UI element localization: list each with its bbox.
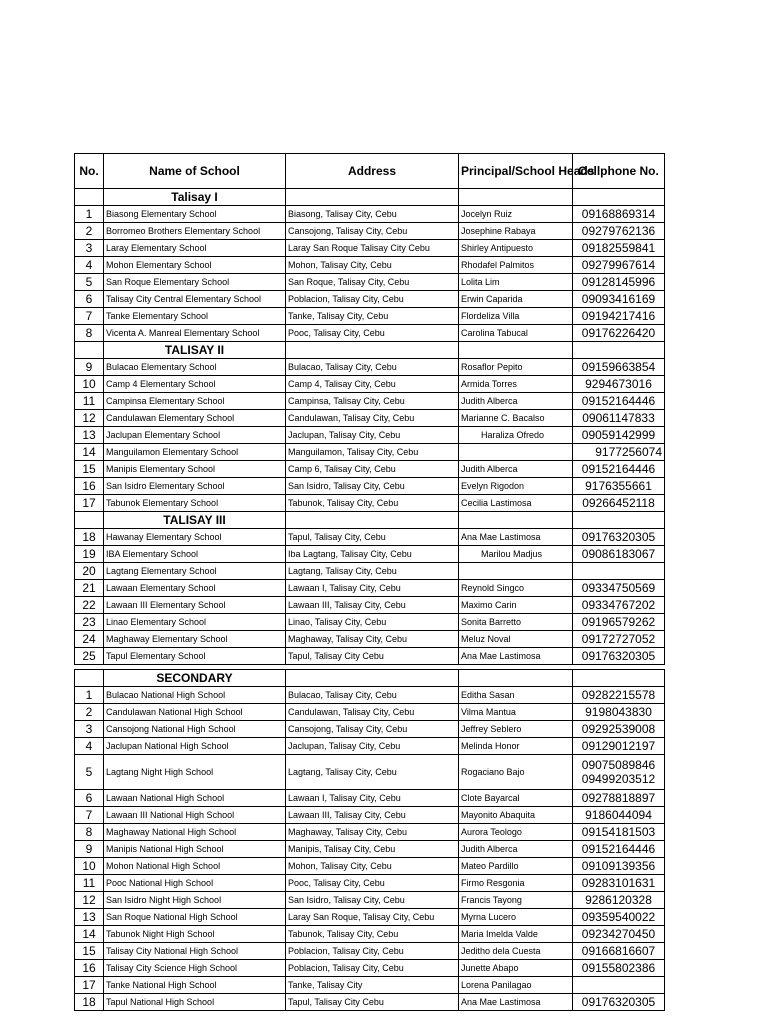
- row-principal: Jeditho dela Cuesta: [459, 943, 573, 960]
- row-address: Cansojong, Talisay City, Cebu: [286, 223, 459, 240]
- row-school-name: Laray Elementary School: [104, 240, 286, 257]
- section-blank: [75, 670, 104, 687]
- table-row: [75, 546, 665, 563]
- row-cellphone: 09283101631: [573, 875, 665, 892]
- row-cellphone: 9198043830: [573, 704, 665, 721]
- header-name: Name of School: [104, 154, 286, 189]
- table-row: [75, 687, 665, 704]
- row-principal: [459, 563, 573, 580]
- row-principal: Shirley Antipuesto: [459, 240, 573, 257]
- row-school-name: Lagtang Elementary School: [104, 563, 286, 580]
- row-principal: Clote Bayarcal: [459, 790, 573, 807]
- section-blank: [573, 342, 665, 359]
- row-principal: Maximo Carin: [459, 597, 573, 614]
- row-school-name: Campinsa Elementary School: [104, 393, 286, 410]
- row-address: San Isidro, Talisay City, Cebu: [286, 478, 459, 495]
- table-row: [75, 461, 665, 478]
- row-principal: Haraliza Ofredo: [459, 427, 573, 444]
- row-school-name: Tapul National High School: [104, 994, 286, 1011]
- section-blank: [459, 512, 573, 529]
- row-cellphone: 09129012197: [573, 738, 665, 755]
- section-title: Talisay I: [104, 189, 286, 206]
- row-cellphone-2: 09499203512: [581, 772, 656, 786]
- row-address: Mohon, Talisay City, Cebu: [286, 858, 459, 875]
- row-school-name: Biasong Elementary School: [104, 206, 286, 223]
- row-school-name: Jaclupan Elementary School: [104, 427, 286, 444]
- row-cellphone: 09176320305: [573, 994, 665, 1011]
- row-school-name: Manipis National High School: [104, 841, 286, 858]
- row-school-name: Tabunok Night High School: [104, 926, 286, 943]
- table-row: [75, 648, 665, 665]
- row-school-name: Cansojong National High School: [104, 721, 286, 738]
- table-row: [75, 943, 665, 960]
- row-school-name: San Isidro Elementary School: [104, 478, 286, 495]
- table-row: [75, 892, 665, 909]
- row-address: Lagtang, Talisay City, Cebu: [286, 755, 459, 790]
- row-school-name: Vicenta A. Manreal Elementary School: [104, 325, 286, 342]
- table-row: [75, 325, 665, 342]
- row-no: 12: [75, 410, 104, 427]
- row-address: Linao, Talisay City, Cebu: [286, 614, 459, 631]
- row-cellphone: 09152164446: [573, 461, 665, 478]
- row-address: Bulacao, Talisay City, Cebu: [286, 687, 459, 704]
- row-principal: Firmo Resgonia: [459, 875, 573, 892]
- row-address: Lawaan III, Talisay City, Cebu: [286, 597, 459, 614]
- row-school-name: Lawaan National High School: [104, 790, 286, 807]
- row-no: 25: [75, 648, 104, 665]
- section-row: [75, 670, 665, 687]
- row-address: Maghaway, Talisay City, Cebu: [286, 824, 459, 841]
- row-address: Camp 4, Talisay City, Cebu: [286, 376, 459, 393]
- row-school-name: Pooc National High School: [104, 875, 286, 892]
- row-no: 4: [75, 738, 104, 755]
- table-row: [75, 807, 665, 824]
- row-address: Tapul, Talisay City, Cebu: [286, 529, 459, 546]
- row-school-name: Tanke Elementary School: [104, 308, 286, 325]
- row-no: 15: [75, 461, 104, 478]
- row-principal: Maria Imelda Valde: [459, 926, 573, 943]
- row-address: Lawaan III, Talisay City, Cebu: [286, 807, 459, 824]
- row-principal: Ana Mae Lastimosa: [459, 994, 573, 1011]
- row-cellphone: 09194217416: [573, 308, 665, 325]
- row-school-name: Lagtang Night High School: [104, 755, 286, 790]
- section-blank: [286, 342, 459, 359]
- row-school-name: Lawaan Elementary School: [104, 580, 286, 597]
- row-cellphone: 09128145996: [573, 274, 665, 291]
- row-no: 7: [75, 308, 104, 325]
- row-no: 14: [75, 444, 104, 461]
- row-cellphone: [573, 563, 665, 580]
- table-row: [75, 721, 665, 738]
- table-row: [75, 223, 665, 240]
- row-address: Iba Lagtang, Talisay City, Cebu: [286, 546, 459, 563]
- row-principal: [459, 444, 573, 461]
- row-school-name: Borromeo Brothers Elementary School: [104, 223, 286, 240]
- row-principal: Judith Alberca: [459, 841, 573, 858]
- row-school-name: Lawaan III Elementary School: [104, 597, 286, 614]
- row-principal: Judith Alberca: [459, 393, 573, 410]
- row-cellphone: 09172727052: [573, 631, 665, 648]
- section-title: TALISAY II: [104, 342, 286, 359]
- row-address: Jaclupan, Talisay City, Cebu: [286, 738, 459, 755]
- row-no: 5: [75, 274, 104, 291]
- table-row: [75, 393, 665, 410]
- section-blank: [75, 342, 104, 359]
- table-row: [75, 841, 665, 858]
- row-principal: Marianne C. Bacalso: [459, 410, 573, 427]
- table-row: [75, 274, 665, 291]
- header-row: [75, 154, 665, 189]
- row-school-name: IBA Elementary School: [104, 546, 286, 563]
- row-address: Candulawan, Talisay City, Cebu: [286, 704, 459, 721]
- row-no: 8: [75, 824, 104, 841]
- table-row: [75, 824, 665, 841]
- table-row: [75, 580, 665, 597]
- row-cellphone: 09292539008: [573, 721, 665, 738]
- table-row: [75, 291, 665, 308]
- row-no: 11: [75, 393, 104, 410]
- table-row: [75, 926, 665, 943]
- row-address: Cansojong, Talisay City, Cebu: [286, 721, 459, 738]
- row-cellphone: 09159663854: [573, 359, 665, 376]
- row-address: Laray San Roque Talisay City Cebu: [286, 240, 459, 257]
- row-address: Laray San Roque, Talisay City, Cebu: [286, 909, 459, 926]
- row-cellphone: 09279762136: [573, 223, 665, 240]
- row-school-name: Manguilamon Elementary School: [104, 444, 286, 461]
- row-cellphone: 09279967614: [573, 257, 665, 274]
- row-school-name: Hawanay Elementary School: [104, 529, 286, 546]
- row-address: Bulacao, Talisay City, Cebu: [286, 359, 459, 376]
- row-address: Lawaan I, Talisay City, Cebu: [286, 790, 459, 807]
- row-principal: Vilma Mantua: [459, 704, 573, 721]
- row-principal: Reynold Singco: [459, 580, 573, 597]
- table-row: [75, 790, 665, 807]
- section-blank: [75, 189, 104, 206]
- row-no: 6: [75, 790, 104, 807]
- section-blank: [286, 670, 459, 687]
- section-row: [75, 512, 665, 529]
- row-no: 6: [75, 291, 104, 308]
- row-principal: Flordeliza Villa: [459, 308, 573, 325]
- table-row: [75, 614, 665, 631]
- row-cellphone: [573, 755, 665, 790]
- header-address: Address: [286, 154, 459, 189]
- row-principal: Jocelyn Ruiz: [459, 206, 573, 223]
- row-school-name: Camp 4 Elementary School: [104, 376, 286, 393]
- row-school-name: Bulacao Elementary School: [104, 359, 286, 376]
- row-school-name: Tanke National High School: [104, 977, 286, 994]
- row-no: 23: [75, 614, 104, 631]
- row-no: 9: [75, 841, 104, 858]
- row-cellphone: 09176320305: [573, 529, 665, 546]
- row-no: 18: [75, 994, 104, 1011]
- row-principal: Melinda Honor: [459, 738, 573, 755]
- table-row: [75, 704, 665, 721]
- row-address: Mohon, Talisay City, Cebu: [286, 257, 459, 274]
- row-no: 17: [75, 495, 104, 512]
- row-no: 10: [75, 376, 104, 393]
- row-school-name: Tabunok Elementary School: [104, 495, 286, 512]
- row-cellphone: 09176320305: [573, 648, 665, 665]
- row-no: 19: [75, 546, 104, 563]
- section-title: TALISAY III: [104, 512, 286, 529]
- row-school-name: Candulawan National High School: [104, 704, 286, 721]
- row-no: 16: [75, 478, 104, 495]
- row-address: Tabunok, Talisay City, Cebu: [286, 495, 459, 512]
- row-principal: Lorena Panilagao: [459, 977, 573, 994]
- row-no: 4: [75, 257, 104, 274]
- row-address: Biasong, Talisay City, Cebu: [286, 206, 459, 223]
- row-cellphone-1: 09075089846: [581, 758, 656, 772]
- row-principal: Rosaflor Pepito: [459, 359, 573, 376]
- row-no: 16: [75, 960, 104, 977]
- row-principal: Myrna Lucero: [459, 909, 573, 926]
- row-address: Poblacion, Talisay City, Cebu: [286, 943, 459, 960]
- row-school-name: Maghaway National High School: [104, 824, 286, 841]
- row-principal: Rogaciano Bajo: [459, 755, 573, 790]
- row-principal: Judith Alberca: [459, 461, 573, 478]
- row-school-name: Maghaway Elementary School: [104, 631, 286, 648]
- row-cellphone: 09109139356: [573, 858, 665, 875]
- row-no: 24: [75, 631, 104, 648]
- row-no: 9: [75, 359, 104, 376]
- table-row: [75, 257, 665, 274]
- school-directory-table: [74, 153, 665, 1011]
- row-address: San Isidro, Talisay City, Cebu: [286, 892, 459, 909]
- section-row: [75, 189, 665, 206]
- table-row: [75, 875, 665, 892]
- row-no: 13: [75, 427, 104, 444]
- row-no: 18: [75, 529, 104, 546]
- row-no: 14: [75, 926, 104, 943]
- row-school-name: Lawaan III National High School: [104, 807, 286, 824]
- row-no: 10: [75, 858, 104, 875]
- row-address: Tanke, Talisay City, Cebu: [286, 308, 459, 325]
- table-row: [75, 495, 665, 512]
- row-school-name: Talisay City National High School: [104, 943, 286, 960]
- row-no: 15: [75, 943, 104, 960]
- table-row: [75, 977, 665, 994]
- row-no: 7: [75, 807, 104, 824]
- table-row: [75, 755, 665, 790]
- row-cellphone: 09061147833: [573, 410, 665, 427]
- row-cellphone: 09086183067: [573, 546, 665, 563]
- row-school-name: Candulawan Elementary School: [104, 410, 286, 427]
- row-principal: Lolita Lim: [459, 274, 573, 291]
- table-row: [75, 359, 665, 376]
- row-cellphone: 09168869314: [573, 206, 665, 223]
- table-row: [75, 478, 665, 495]
- section-blank: [573, 189, 665, 206]
- row-cellphone: 9286120328: [573, 892, 665, 909]
- row-address: Tapul, Talisay City Cebu: [286, 994, 459, 1011]
- row-school-name: Mohon National High School: [104, 858, 286, 875]
- row-school-name: San Isidro Night High School: [104, 892, 286, 909]
- table-row: [75, 427, 665, 444]
- row-school-name: Talisay City Central Elementary School: [104, 291, 286, 308]
- section-title: SECONDARY: [104, 670, 286, 687]
- row-cellphone: 09282215578: [573, 687, 665, 704]
- row-no: 11: [75, 875, 104, 892]
- table-row: [75, 631, 665, 648]
- row-principal: Cecilia Lastimosa: [459, 495, 573, 512]
- row-school-name: Tapul Elementary School: [104, 648, 286, 665]
- row-no: 1: [75, 687, 104, 704]
- table-body: [75, 189, 665, 1011]
- row-cellphone: 09154181503: [573, 824, 665, 841]
- row-school-name: Jaclupan National High School: [104, 738, 286, 755]
- row-cellphone: 09334750569: [573, 580, 665, 597]
- section-blank: [286, 189, 459, 206]
- row-no: 5: [75, 755, 104, 790]
- section-blank: [573, 670, 665, 687]
- table-row: [75, 994, 665, 1011]
- section-blank: [459, 189, 573, 206]
- row-address: Manipis, Talisay City, Cebu: [286, 841, 459, 858]
- row-cellphone: 09093416169: [573, 291, 665, 308]
- table-row: [75, 960, 665, 977]
- header-cellphone: Cellphone No.: [573, 154, 665, 189]
- row-cellphone: 9294673016: [573, 376, 665, 393]
- row-cellphone: 09176226420: [573, 325, 665, 342]
- table-row: [75, 858, 665, 875]
- row-address: Lagtang, Talisay City, Cebu: [286, 563, 459, 580]
- table-row: [75, 206, 665, 223]
- row-cellphone: 09182559841: [573, 240, 665, 257]
- row-cellphone: [573, 977, 665, 994]
- row-cellphone: 09152164446: [573, 841, 665, 858]
- row-cellphone: 09059142999: [573, 427, 665, 444]
- row-no: 20: [75, 563, 104, 580]
- row-address: Lawaan I, Talisay City, Cebu: [286, 580, 459, 597]
- row-address: Manguilamon, Talisay City, Cebu: [286, 444, 459, 461]
- row-principal: Sonita Barretto: [459, 614, 573, 631]
- row-address: Pooc, Talisay City, Cebu: [286, 875, 459, 892]
- section-row: [75, 342, 665, 359]
- row-address: Jaclupan, Talisay City, Cebu: [286, 427, 459, 444]
- row-principal: Aurora Teologo: [459, 824, 573, 841]
- row-school-name: Mohon Elementary School: [104, 257, 286, 274]
- table-row: [75, 308, 665, 325]
- section-blank: [459, 670, 573, 687]
- table-row: [75, 563, 665, 580]
- row-cellphone: 09152164446: [573, 393, 665, 410]
- row-principal: Editha Sasan: [459, 687, 573, 704]
- row-school-name: Manipis Elementary School: [104, 461, 286, 478]
- row-school-name: Linao Elementary School: [104, 614, 286, 631]
- row-no: 12: [75, 892, 104, 909]
- row-principal: Jeffrey Seblero: [459, 721, 573, 738]
- row-school-name: San Roque Elementary School: [104, 274, 286, 291]
- row-cellphone: 9176355661: [573, 478, 665, 495]
- row-school-name: Talisay City Science High School: [104, 960, 286, 977]
- row-no: 21: [75, 580, 104, 597]
- row-address: Maghaway, Talisay City, Cebu: [286, 631, 459, 648]
- section-blank: [459, 342, 573, 359]
- table-row: [75, 240, 665, 257]
- row-address: Tabunok, Talisay City, Cebu: [286, 926, 459, 943]
- header-no: No.: [75, 154, 104, 189]
- row-no: 13: [75, 909, 104, 926]
- table-row: [75, 597, 665, 614]
- row-no: 22: [75, 597, 104, 614]
- section-blank: [75, 512, 104, 529]
- row-cellphone: 09359540022: [573, 909, 665, 926]
- row-principal: Ana Mae Lastimosa: [459, 529, 573, 546]
- row-address: San Roque, Talisay City, Cebu: [286, 274, 459, 291]
- row-address: Camp 6, Talisay City, Cebu: [286, 461, 459, 478]
- table-row: [75, 738, 665, 755]
- row-no: 3: [75, 240, 104, 257]
- row-principal: Francis Tayong: [459, 892, 573, 909]
- row-cellphone: 09266452118: [573, 495, 665, 512]
- row-cellphone: 09155802386: [573, 960, 665, 977]
- row-principal: Armida Torres: [459, 376, 573, 393]
- row-cellphone: 09196579262: [573, 614, 665, 631]
- row-address: Candulawan, Talisay City, Cebu: [286, 410, 459, 427]
- row-principal: Junette Abapo: [459, 960, 573, 977]
- section-blank: [573, 512, 665, 529]
- row-principal: Meluz Noval: [459, 631, 573, 648]
- row-cellphone: 09234270450: [573, 926, 665, 943]
- table-row: [75, 376, 665, 393]
- section-blank: [286, 512, 459, 529]
- row-cellphone: 09278818897: [573, 790, 665, 807]
- row-no: 17: [75, 977, 104, 994]
- row-principal: Evelyn Rigodon: [459, 478, 573, 495]
- table-row: [75, 909, 665, 926]
- row-school-name: Bulacao National High School: [104, 687, 286, 704]
- row-principal: Josephine Rabaya: [459, 223, 573, 240]
- row-principal: Marilou Madjus: [459, 546, 573, 563]
- row-cellphone: 09166816607: [573, 943, 665, 960]
- table-row: [75, 444, 665, 461]
- row-cellphone: 09334767202: [573, 597, 665, 614]
- row-school-name: San Roque National High School: [104, 909, 286, 926]
- row-no: 1: [75, 206, 104, 223]
- row-cellphone: 9177256074: [573, 444, 665, 461]
- row-no: 2: [75, 223, 104, 240]
- row-principal: Mayonito Abaquita: [459, 807, 573, 824]
- row-address: Poblacion, Talisay City, Cebu: [286, 291, 459, 308]
- row-principal: Mateo Pardillo: [459, 858, 573, 875]
- row-address: Pooc, Talisay City, Cebu: [286, 325, 459, 342]
- row-address: Tapul, Talisay City Cebu: [286, 648, 459, 665]
- table-row: [75, 410, 665, 427]
- row-principal: Ana Mae Lastimosa: [459, 648, 573, 665]
- row-principal: Erwin Caparida: [459, 291, 573, 308]
- row-address: Campinsa, Talisay City, Cebu: [286, 393, 459, 410]
- row-no: 2: [75, 704, 104, 721]
- row-principal: Rhodafel Palmitos: [459, 257, 573, 274]
- header-principal: Principal/School Heads: [459, 154, 573, 189]
- table-row: [75, 529, 665, 546]
- row-address: Tanke, Talisay City: [286, 977, 459, 994]
- row-address: Poblacion, Talisay City, Cebu: [286, 960, 459, 977]
- row-no: 8: [75, 325, 104, 342]
- row-no: 3: [75, 721, 104, 738]
- row-cellphone: 9186044094: [573, 807, 665, 824]
- row-principal: Carolina Tabucal: [459, 325, 573, 342]
